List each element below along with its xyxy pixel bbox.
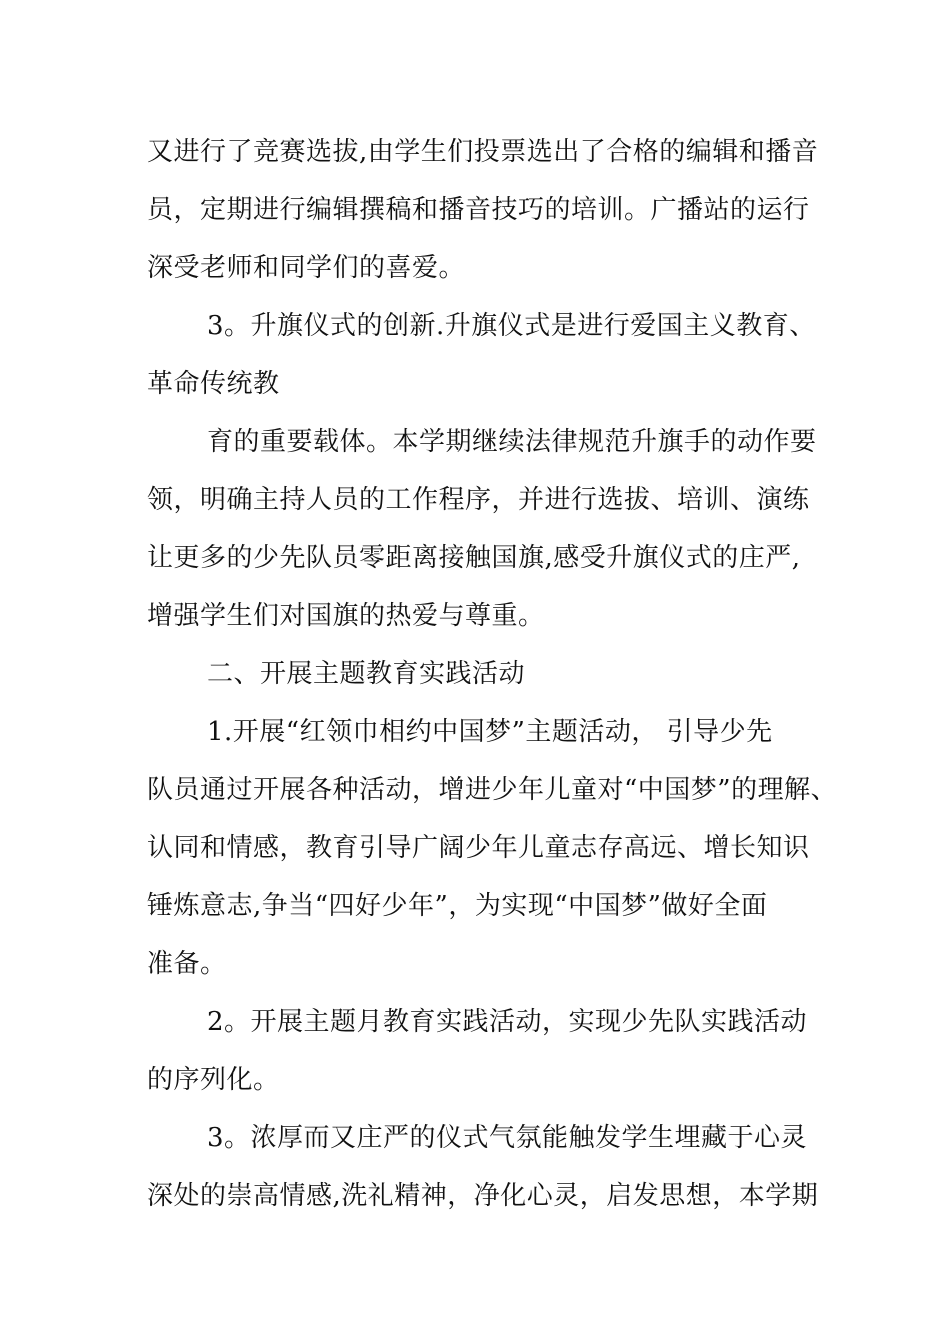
text-line: 革命传统教	[147, 369, 280, 399]
paragraph-start-line: 育的重要载体。本学期继续法律规范升旗手的动作要	[207, 427, 817, 457]
text-line: 锤炼意志,争当“四好少年”，为实现“中国梦”做好全面	[147, 891, 768, 921]
text-line: 员，定期进行编辑撰稿和播音技巧的培训。广播站的运行	[147, 195, 810, 225]
paragraph-start-line: 3。浓厚而又庄严的仪式气氛能触发学生埋藏于心灵	[207, 1123, 808, 1153]
text-line: 的序列化。	[147, 1065, 280, 1095]
paragraph-start-line: 1.开展“红领巾相约中国梦”主题活动， 引导少先	[207, 717, 773, 747]
text-line: 深处的崇高情感,洗礼精神，净化心灵，启发思想，本学期	[147, 1181, 819, 1211]
text-line: 准备。	[147, 949, 227, 979]
paragraph-start-line: 3。升旗仪式的创新.升旗仪式是进行爱国主义教育、	[207, 311, 816, 341]
text-line: 领，明确主持人员的工作程序，并进行选拔、培训、演练	[147, 485, 810, 515]
text-line: 又进行了竞赛选拔,由学生们投票选出了合格的编辑和播音	[147, 137, 819, 167]
text-line: 让更多的少先队员零距离接触国旗,感受升旗仪式的庄严,	[147, 543, 801, 573]
section-heading: 二、开展主题教育实践活动	[207, 659, 526, 689]
text-line: 认同和情感，教育引导广阔少年儿童志存高远、增长知识	[147, 833, 810, 863]
text-line: 深受老师和同学们的喜爱。	[147, 253, 466, 283]
text-line: 队员通过开展各种活动，增进少年儿童对“中国梦”的理解、	[147, 775, 838, 805]
paragraph-start-line: 2。开展主题月教育实践活动，实现少先队实践活动	[207, 1007, 808, 1037]
text-line: 增强学生们对国旗的热爱与尊重。	[147, 601, 545, 631]
